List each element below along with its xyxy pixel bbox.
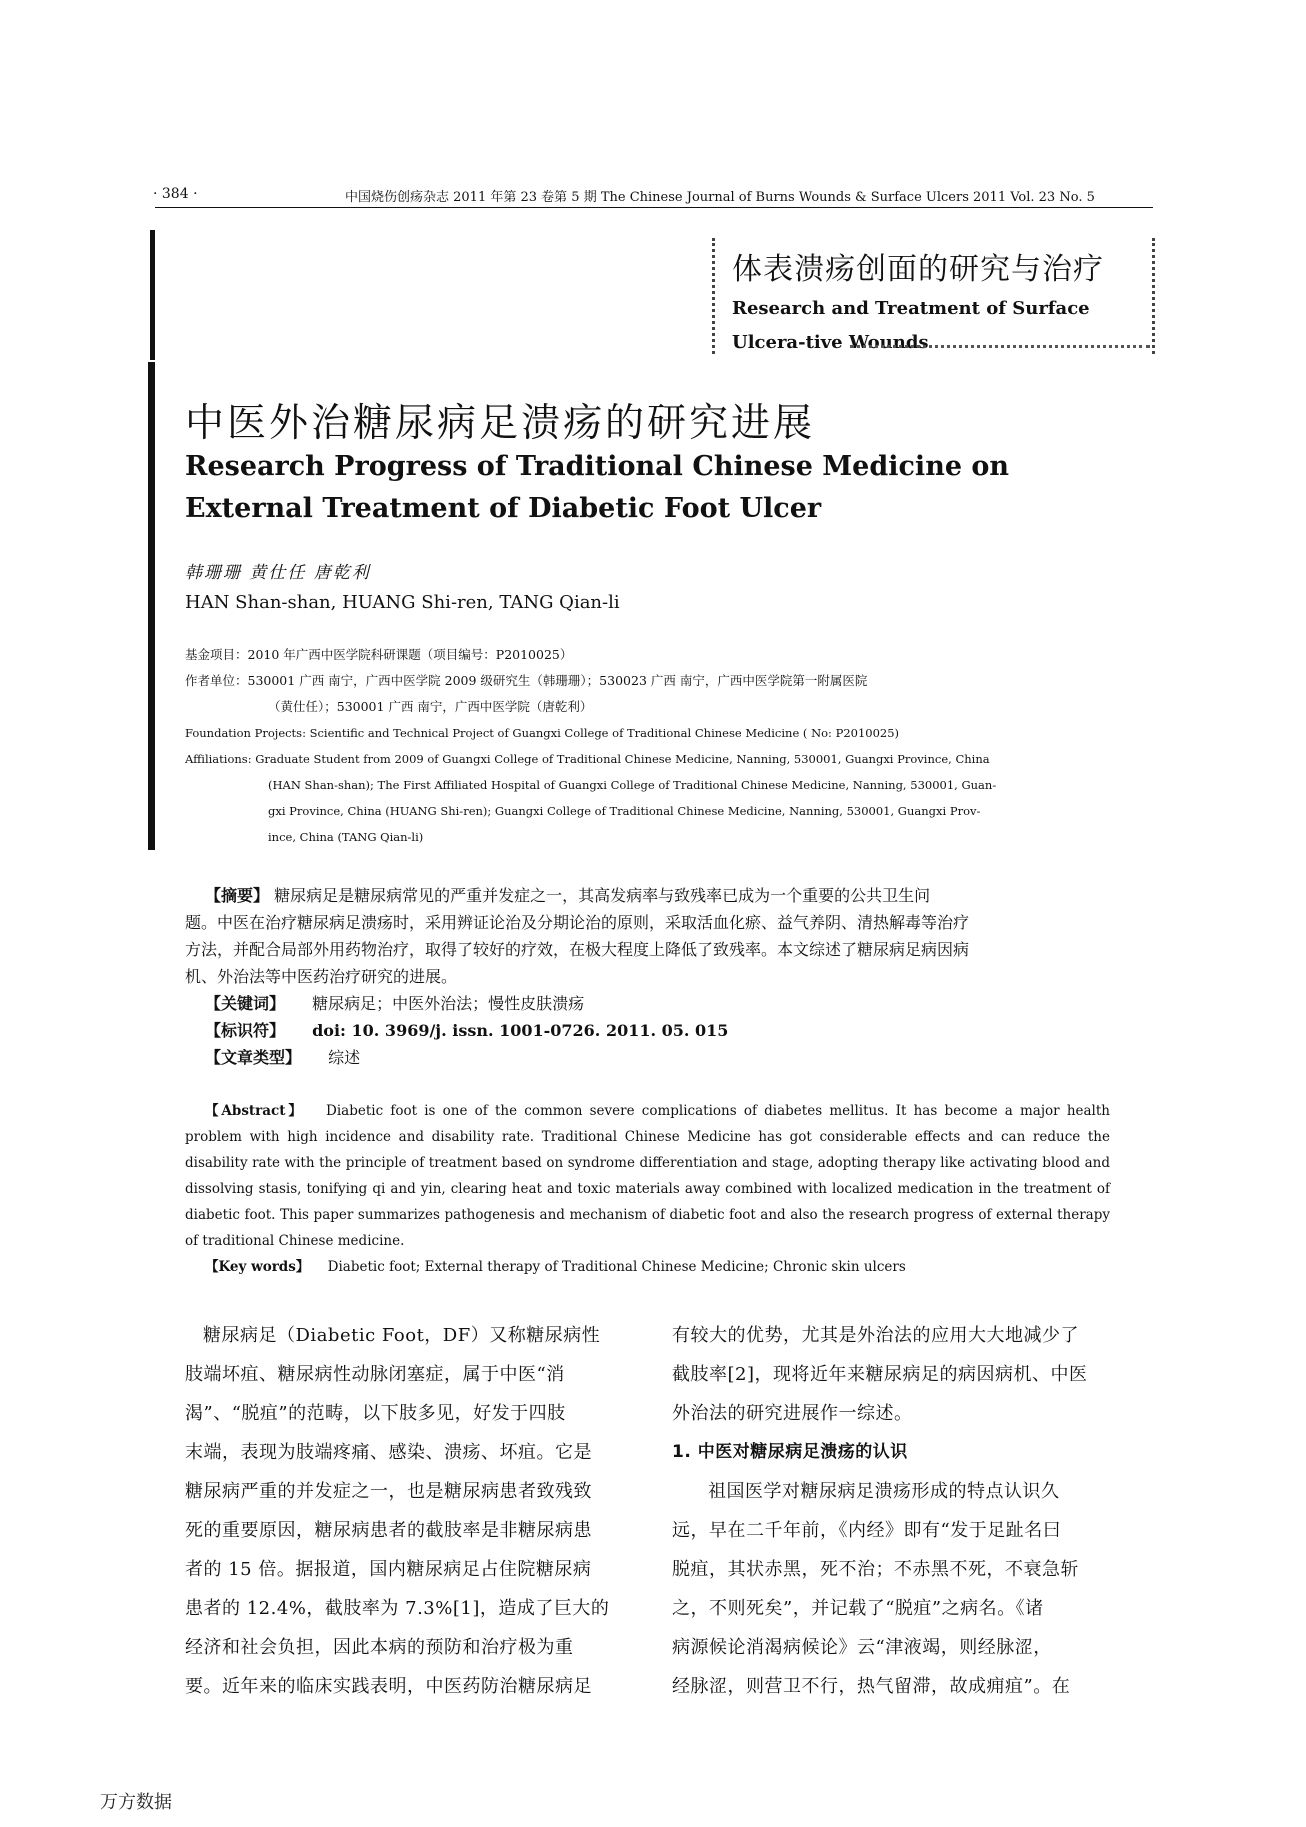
body-line: 外治法的研究进展作一综述。 xyxy=(672,1403,913,1424)
article-type-label: 【文章类型】 xyxy=(205,1048,302,1067)
journal-header: 中国烧伤创疡杂志 2011 年第 23 卷第 5 期 The Chinese Journal of Burns Wounds & Surface Ulcers 2011 Vol. 23 No. 5 xyxy=(345,190,1095,205)
body-line: 之，不则死矣”，并记载了“脱疽”之病名。《诸 xyxy=(672,1598,1044,1619)
affiliation-en-3: gxi Province, China (HUANG Shi-ren); Guangxi College of Traditional Chinese Medicine, Nanning, 530001, Guangxi Prov- xyxy=(268,804,981,818)
keywords-en-label: 【Key words】 xyxy=(205,1259,310,1275)
body-line: 祖国医学对糖尿病足溃疡形成的特点认识久 xyxy=(708,1481,1060,1502)
article-type-row xyxy=(205,1044,360,1071)
body-line: 者的 15 倍。据报道，国内糖尿病足占住院糖尿病 xyxy=(185,1559,592,1580)
keywords-zh-row xyxy=(205,990,584,1017)
body-line: 脱疽，其状赤黑，死不治；不赤黑不死，不衰急斩 xyxy=(672,1559,1079,1580)
body-line: 死的重要原因，糖尿病患者的截肢率是非糖尿病患 xyxy=(185,1520,592,1541)
page-number: · 384 · xyxy=(153,186,198,202)
column-title-zh: 体表溃疡创面的研究与治疗 xyxy=(732,252,1104,287)
body-right-column xyxy=(672,1316,1102,1706)
article-title-en: Research Progress of Traditional Chinese Medicine on External Treatment of Diabetic Foot Ulcer xyxy=(185,451,1010,524)
body-line: 远，早在二千年前，《内经》即有“发于足趾名曰 xyxy=(672,1520,1062,1541)
body-left-column xyxy=(185,1316,615,1706)
body-line: 糖尿病足（Diabetic Foot，DF）又称糖尿病性 xyxy=(203,1325,601,1346)
doi-row xyxy=(205,1017,728,1044)
body-line: 要。近年来的临床实践表明，中医药防治糖尿病足 xyxy=(185,1676,592,1697)
authors-zh: 韩珊珊 黄仕任 唐乾利 xyxy=(185,563,371,583)
doi-value: doi: 10. 3969/j. issn. 1001-0726. 2011. 05. 015 xyxy=(312,1021,729,1040)
abstract-en xyxy=(185,1098,1110,1254)
body-line: 渴”、“脱疽”的范畴，以下肢多见，好发于四肢 xyxy=(185,1403,566,1424)
column-bracket-left xyxy=(712,238,721,354)
article-title-zh: 中医外治糖尿病足溃疡的研究进展 xyxy=(185,401,816,446)
affiliation-en-2: (HAN Shan-shan); The First Affiliated Hospital of Guangxi College of Traditional Chinese Medicine, Nanning, 530001, Guan- xyxy=(268,778,997,792)
column-dotted-rule xyxy=(850,345,1150,348)
footer-watermark: 万方数据 xyxy=(100,1792,172,1813)
fund-zh: 基金项目：2010 年广西中医学院科研课题（项目编号：P2010025） xyxy=(185,647,573,662)
body-line: 末端，表现为肢端疼痛、感染、溃疡、坏疽。它是 xyxy=(185,1442,592,1463)
body-line: 糖尿病严重的并发症之一，也是糖尿病患者致残致 xyxy=(185,1481,592,1502)
body-line: 肢端坏疽、糖尿病性动脉闭塞症，属于中医“消 xyxy=(185,1364,565,1385)
doi-label: 【标识符】 xyxy=(205,1021,286,1040)
abstract-zh-text-1: 糖尿病足是糖尿病常见的严重并发症之一，其高发病率与致残率已成为一个重要的公共卫生问 xyxy=(274,886,931,905)
section-heading: 1. 中医对糖尿病足溃疡的认识 xyxy=(672,1442,908,1462)
body-line: 有较大的优势，尤其是外治法的应用大大地减少了 xyxy=(672,1325,1079,1346)
body-line: 经脉涩，则营卫不行，热气留滞，故成痈疽”。在 xyxy=(672,1676,1071,1697)
article-type: 综述 xyxy=(328,1048,361,1067)
abstract-zh-line-2: 题。中医在治疗糖尿病足溃疡时，采用辨证论治及分期论治的原则，采取活血化瘀、益气养阴、清热解毒等治疗 xyxy=(185,913,970,932)
body-line: 截肢率[2]，现将近年来糖尿病足的病因病机、中医 xyxy=(672,1364,1088,1385)
abstract-zh-line-3: 方法，并配合局部外用药物治疗，取得了较好的疗效，在极大程度上降低了致残率。本文综述了糖尿病足病因病 xyxy=(185,940,970,959)
left-bar-top xyxy=(150,230,155,360)
abstract-en-label: 【Abstract】 xyxy=(205,1103,305,1119)
affiliation-en-1: Affiliations: Graduate Student from 2009 of Guangxi College of Traditional Chinese Medicine, Nanning, 530001, Guangxi Province, China xyxy=(185,752,990,766)
left-bar-bottom xyxy=(148,362,155,850)
keywords-en: Diabetic foot; External therapy of Traditional Chinese Medicine; Chronic skin ulcers xyxy=(327,1259,906,1275)
abstract-en-text: Diabetic foot is one of the common severe complications of diabetes mellitus. It has become a major health problem with high incidence and disability rate. Traditional Chinese Medicine has got considerable effects and can reduce the disability rate with the principle of treatment based on syndrome differentiation and stage, adopting therapy like activating blood and dissolving stasis, tonifying qi and yin, clearing heat and toxic materials away combined with localized medication in the treatment of diabetic foot. This paper summarizes pathogenesis and mechanism of diabetic foot and also the research progress of external therapy of traditional Chinese medicine. xyxy=(185,1103,1110,1249)
abstract-zh-line-1 xyxy=(205,882,1110,909)
abstract-zh-line-4: 机、外治法等中医药治疗研究的进展。 xyxy=(185,967,458,986)
body-line: 患者的 12.4%，截肢率为 7.3%[1]，造成了巨大的 xyxy=(185,1598,610,1619)
column-title-en: Research and Treatment of Surface Ulcera-tive Wounds xyxy=(732,298,1090,353)
affiliation-en-4: ince, China (TANG Qian-li) xyxy=(268,830,424,844)
keywords-zh: 糖尿病足；中医外治法；慢性皮肤溃疡 xyxy=(312,994,585,1013)
header-rule xyxy=(155,207,1153,208)
body-line: 病源候论消渴病候论》云“津液竭，则经脉涩， xyxy=(672,1637,1052,1658)
body-line: 经济和社会负担，因此本病的预防和治疗极为重 xyxy=(185,1637,574,1658)
affiliation-zh-2: （黄仕任）；530001 广西 南宁，广西中医学院（唐乾利） xyxy=(268,699,593,714)
keywords-en-row xyxy=(185,1254,1110,1280)
abstract-zh-label: 【摘要】 xyxy=(205,886,270,905)
affiliation-zh-1: 作者单位：530001 广西 南宁，广西中医学院 2009 级研究生（韩珊珊）；530023 广西 南宁，广西中医学院第一附属医院 xyxy=(185,673,868,688)
authors-en: HAN Shan-shan, HUANG Shi-ren, TANG Qian-li xyxy=(185,592,620,613)
fund-en: Foundation Projects: Scientific and Technical Project of Guangxi College of Traditional Chinese Medicine ( No: P2010025) xyxy=(185,726,900,740)
keywords-zh-label: 【关键词】 xyxy=(205,994,286,1013)
